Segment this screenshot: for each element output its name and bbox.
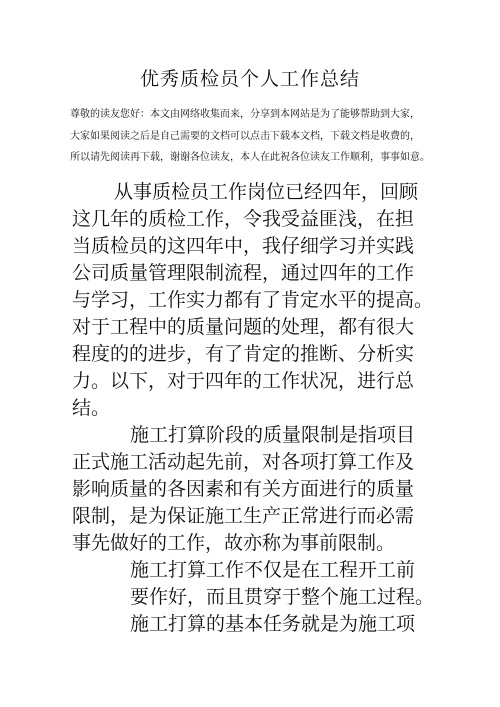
body-text-line: 限制，是为保证施工生产正常进行而必需 xyxy=(72,505,415,527)
body-text-line: 施工打算工作不仅是在工程开工前 xyxy=(130,559,416,581)
body-text-line: 这几年的质检工作，令我受益匪浅，在担 xyxy=(72,208,415,230)
notice-line: 尊敬的读友您好：本文由网络收集而来，分享到本网站是为了能够帮助到大家， xyxy=(70,109,420,120)
body-text-line: 当质检员的这四年中，我仔细学习并实践 xyxy=(72,235,415,257)
body-text-line: 公司质量管理限制流程，通过四年的工作 xyxy=(72,262,415,284)
body-text-line: 与学习，工作实力都有了肯定水平的提高。 xyxy=(72,289,434,311)
body-text-line: 对于工程中的质量问题的处理，都有很大 xyxy=(72,316,415,338)
body-text-line: 事先做好的工作，故亦称为事前限制。 xyxy=(72,532,396,554)
body-text-line: 施工打算的基本任务就是为施工项 xyxy=(130,613,416,635)
document-title: 优秀质检员个人工作总结 xyxy=(139,68,360,90)
body-text-line: 程度的的进步，有了肯定的推断、分析实 xyxy=(72,343,415,365)
body-text-line: 力。以下，对于四年的工作状况，进行总 xyxy=(72,370,415,392)
body-text-line: 施工打算阶段的质量限制是指项目 xyxy=(130,424,416,446)
notice-line: 所以请先阅读再下载，谢谢各位读友，本人在此祝各位读友工作顺利，事事如意。 xyxy=(70,152,430,163)
body-text-line: 从事质检员工作岗位已经四年，回顾 xyxy=(114,181,419,203)
body-text-line: 影响质量的各因素和有关方面进行的质量 xyxy=(72,478,415,500)
body-text-line: 结。 xyxy=(72,397,111,419)
notice-line: 大家如果阅读之后是自己需要的文档可以点击下载本文档，下载文档是收费的， xyxy=(70,131,420,142)
body-text-line: 要作好，而且贯穿于整个施工过程。 xyxy=(130,586,435,608)
body-text-line: 正式施工活动起先前，对各项打算工作及 xyxy=(72,451,415,473)
